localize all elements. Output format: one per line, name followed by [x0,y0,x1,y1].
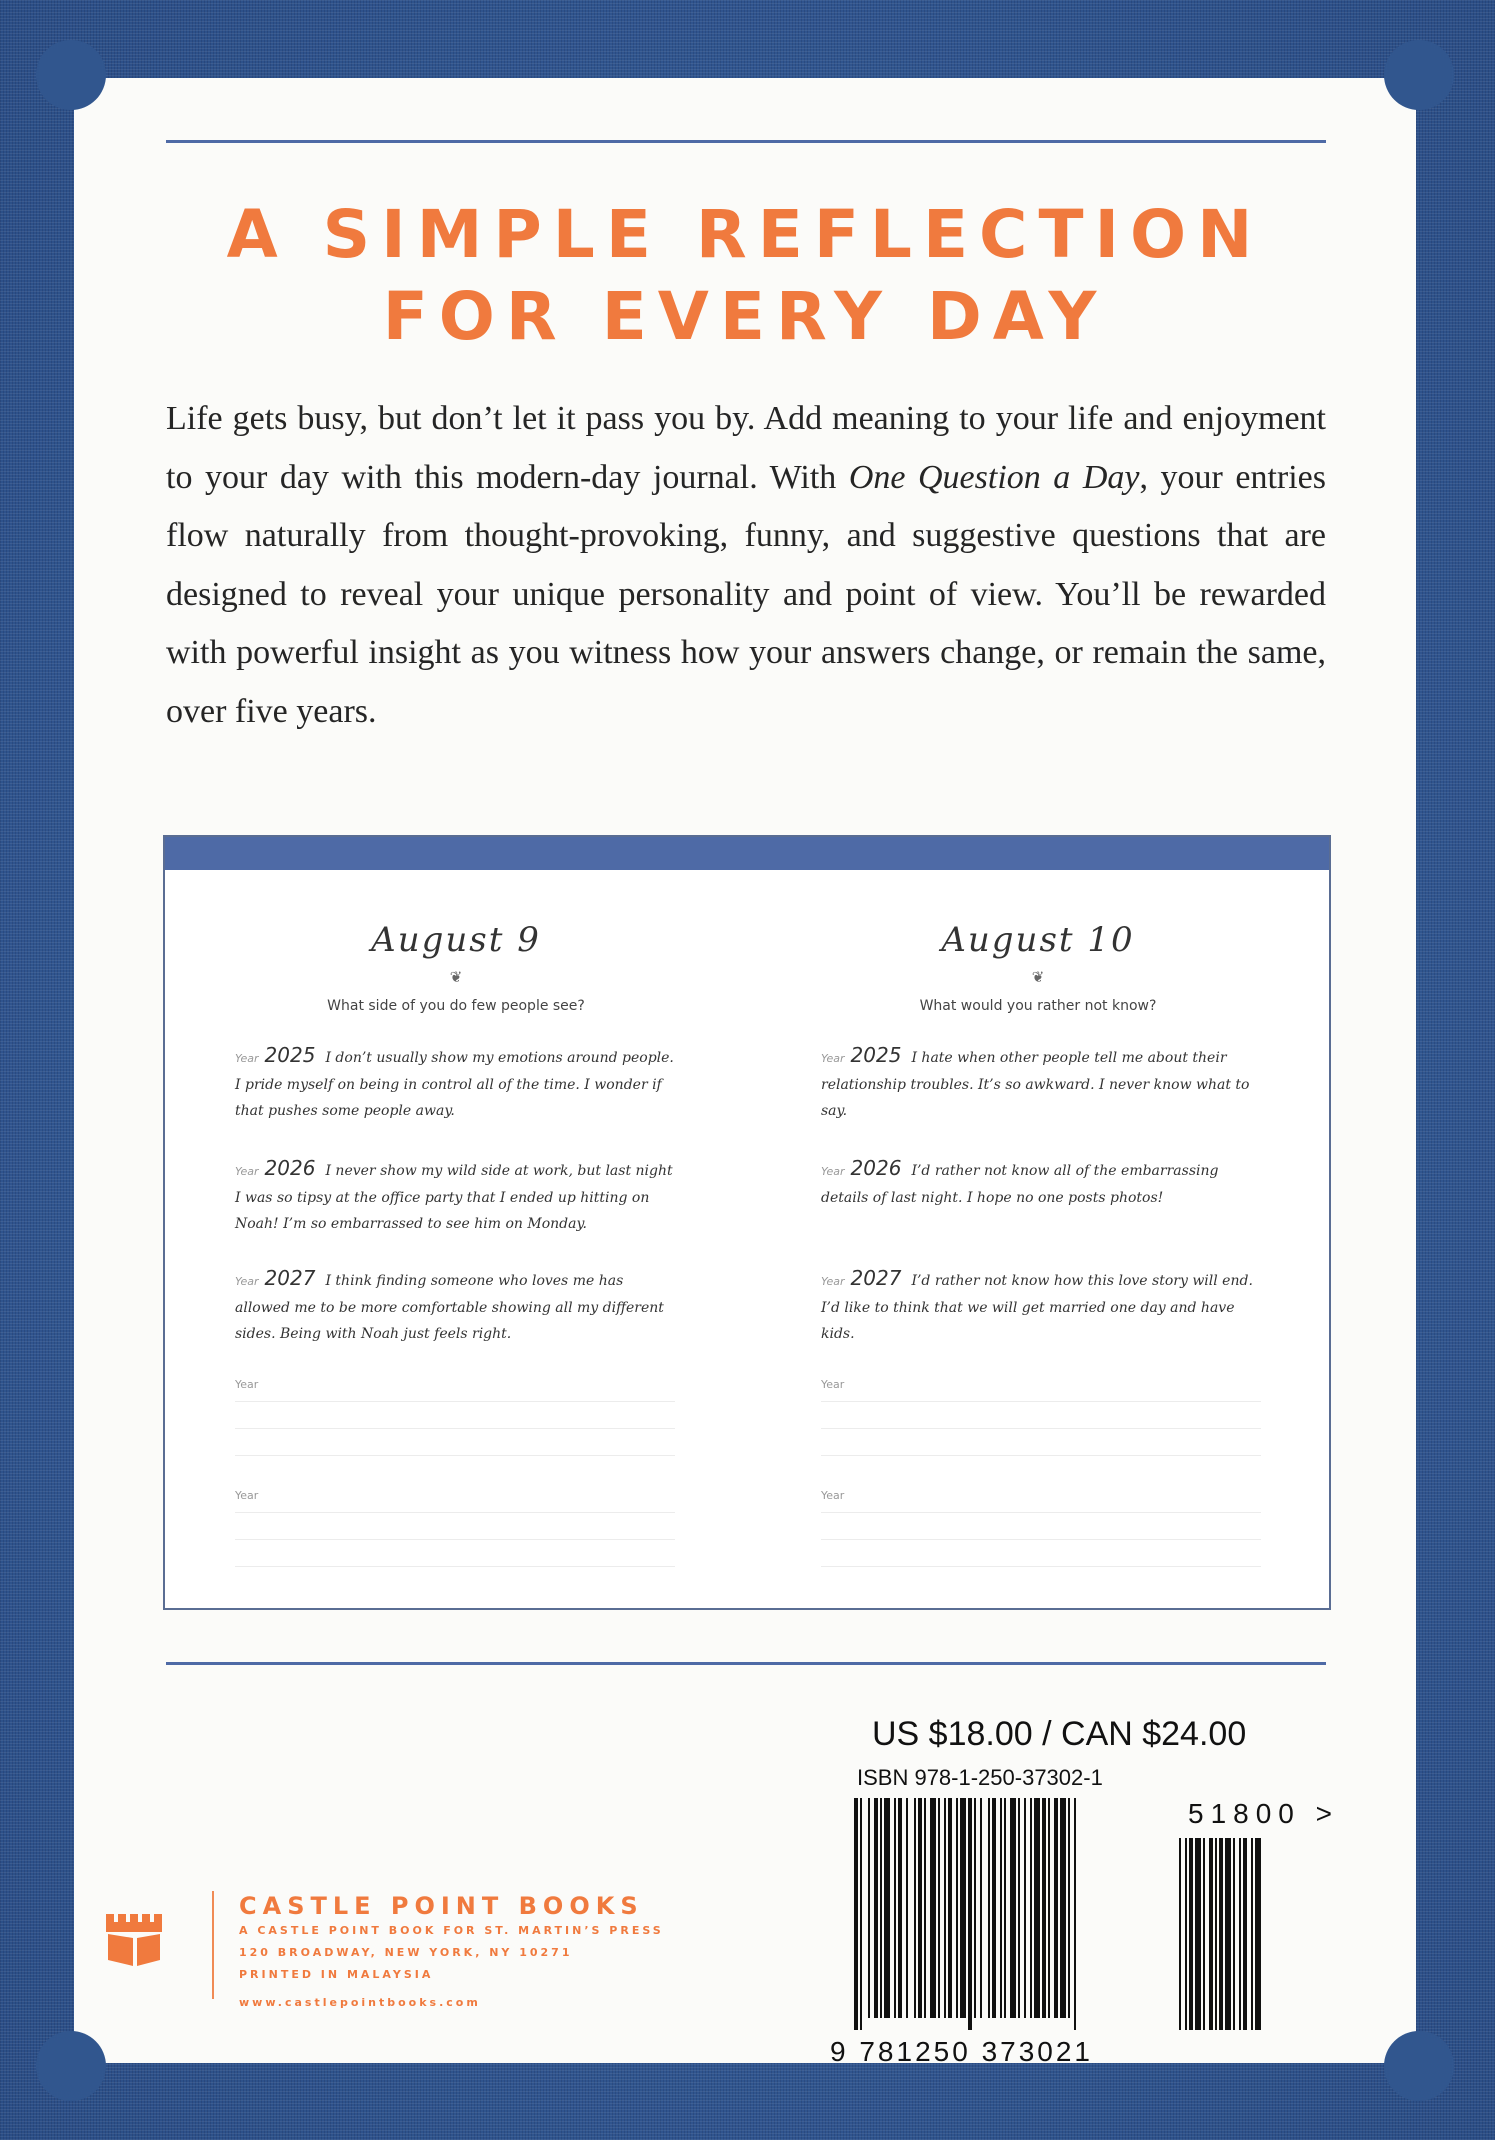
journal-entry [821,1042,1261,1124]
entry-text: I’d rather not know all of the embarrassing details of last night. I hope no one posts photos! [821,1163,1219,1206]
year-tag: Year [235,1378,259,1391]
sample-journal-spread [163,835,1331,1610]
isbn: ISBN 978-1-250-37302-1 [857,1765,1103,1790]
entry-text: I hate when other people tell me about their relationship troubles. It’s so awkward. I never know what to say. [821,1050,1250,1119]
entry-year: 2025 [850,1043,902,1067]
publisher-line-1: A CASTLE POINT BOOK FOR ST. MARTIN’S PRESS [239,1924,664,1937]
sample-page-right [747,870,1329,1608]
entry-text: I never show my wild side at work, but last night I was so tipsy at the office party that I ended up hitting on Noah! I’m so embarrassed to see him on Monday. [235,1163,673,1232]
publisher-info [239,1892,664,2014]
publisher-address: 120 BROADWAY, NEW YORK, NY 10271 [239,1946,573,1959]
barcode-addon-digits: 51800 > [1188,1798,1339,1829]
top-rule [166,140,1326,143]
book-title-italic: One Question a Day [848,458,1140,496]
back-cover-panel [74,78,1416,2067]
daily-question: What side of you do few people see? [327,998,585,1014]
entry-year: 2025 [264,1043,316,1067]
journal-entry [821,1265,1261,1347]
journal-entry-blank [821,1486,1261,1567]
description-text-2: , your entries flow naturally from thought-provoking, funny, and suggestive questions that are designed to reveal your unique personality and point of view. You’ll be rewarded with powerful insight as you witness how your answers change, or remain the same, over five years. [166,458,1327,730]
journal-entry [235,1155,675,1237]
journal-entry-blank [821,1375,1261,1456]
year-tag: Year [821,1275,845,1288]
journal-entry [235,1042,675,1124]
year-tag: Year [821,1052,845,1065]
year-tag: Year [235,1275,259,1288]
year-tag: Year [235,1165,259,1178]
castle-book-logo-icon [104,1908,166,1970]
journal-entry [235,1265,675,1347]
sample-header-bar [165,837,1329,870]
year-tag: Year [235,1489,259,1502]
entry-year: 2027 [264,1266,316,1290]
page-date: August 10 [941,920,1135,960]
bottom-rule [166,1662,1326,1665]
corner-notch [1384,40,1454,110]
year-tag: Year [821,1489,845,1502]
year-tag: Year [235,1052,259,1065]
ornament-icon: ❦ [1031,970,1045,986]
daily-question: What would you rather not know? [919,998,1157,1014]
entry-year: 2026 [264,1156,316,1180]
description-text-1: Life gets busy, but don’t let it pass you by. Add meaning to your life and enjoyment to your day with this modern-day journal. With [166,400,1326,496]
publisher-name: CASTLE POINT BOOKS [239,1892,644,1920]
corner-notch [36,40,106,110]
isbn-barcode [854,1798,1304,2048]
journal-entry [821,1155,1261,1211]
headline-line-1: A SIMPLE REFLECTION [226,196,1264,273]
ornament-icon: ❦ [449,970,463,986]
entry-text: I’d rather not know how this love story will end. I’d like to think that we will get married one day and have kids. [821,1273,1253,1342]
entry-text: I think finding someone who loves me has allowed me to be more comfortable showing all my different sides. Being with Noah just feels right. [235,1273,664,1342]
sample-page-left [165,870,747,1608]
entry-year: 2027 [850,1266,902,1290]
corner-notch [1384,2031,1454,2101]
corner-notch [36,2031,106,2101]
year-tag: Year [821,1165,845,1178]
journal-entry-blank [235,1486,675,1567]
page-date: August 9 [371,920,541,960]
journal-entry-blank [235,1375,675,1456]
headline-line-2: FOR EVERY DAY [382,278,1108,355]
entry-year: 2026 [850,1156,902,1180]
logo-divider [212,1891,214,1999]
printed-in: PRINTED IN MALAYSIA [239,1968,434,1981]
barcode-digits: 9 781250 373021 [830,2036,1093,2067]
entry-text: I don’t usually show my emotions around people. I pride myself on being in control all of the time. I wonder if that pushes some people away. [235,1050,674,1119]
year-tag: Year [821,1378,845,1391]
description [166,390,1326,741]
price: US $18.00 / CAN $24.00 [872,1715,1247,1753]
publisher-url: www.castlepointbooks.com [239,1996,481,2009]
